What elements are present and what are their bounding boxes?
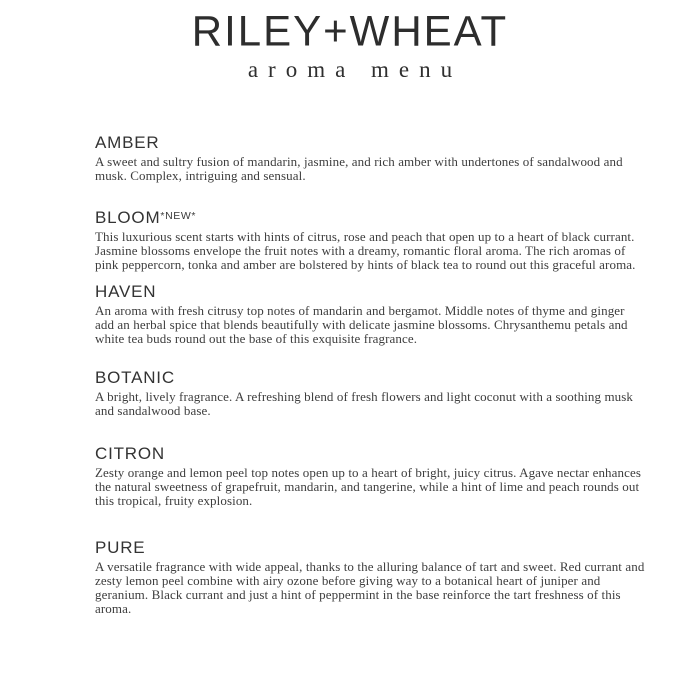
- menu-subtitle: aroma menu: [247, 57, 463, 83]
- aroma-name: BOTANIC: [95, 368, 175, 388]
- menu-header: [0, 0, 700, 83]
- aroma-description: A bright, lively fragrance. A refreshing blend of fresh flowers and light coconut with a soothing musk and sandalwood base.: [95, 389, 634, 419]
- new-badge: *NEW*: [160, 210, 197, 223]
- aroma-section: [95, 444, 647, 508]
- aroma-description: This luxurious scent starts with hints of citrus, rose and peach that open up to a heart of black currant. Jasmine blossoms envelope the fruit notes with a dreamy, romantic floral aroma. The rich aromas of pink peppercorn, tonka and amber are bolstered by hints of black tea to round out this graceful aroma.: [95, 229, 636, 273]
- aroma-description: A sweet and sultry fusion of mandarin, jasmine, and rich amber with undertones of sandalwood and musk. Complex, intriguing and sensual.: [95, 154, 623, 184]
- brand-title: RILEY+WHEAT: [191, 6, 509, 55]
- aroma-section: [95, 208, 647, 272]
- aroma-section: [95, 368, 647, 418]
- aroma-section: [95, 282, 647, 346]
- aroma-name: AMBER: [95, 133, 160, 153]
- aroma-section: [95, 133, 647, 183]
- aroma-description: An aroma with fresh citrusy top notes of mandarin and bergamot. Middle notes of thyme and ginger add an herbal spice that blends beautifully with delicate jasmine blossoms. Chrysanthemu petals and white tea buds round out the base of this exquisite fragrance.: [95, 303, 628, 347]
- aroma-section-list: [95, 133, 647, 616]
- aroma-description: Zesty orange and lemon peel top notes open up to a heart of bright, juicy citrus. Agave nectar enhances the natural sweetness of grapefruit, mandarin, and tangerine, while a hint of lime and peach rounds out this tropical, fruity explosion.: [95, 465, 642, 509]
- aroma-description: A versatile fragrance with wide appeal, thanks to the alluring balance of tart and sweet. Red currant and zesty lemon peel combine with airy ozone before giving way to a botanical heart of juniper and geranium. Black currant and just a hint of peppermint in the base reinforce the tart freshness of this aroma.: [95, 559, 645, 617]
- aroma-section: [95, 538, 647, 616]
- aroma-name: BLOOM: [95, 208, 161, 228]
- aroma-name: PURE: [95, 538, 146, 558]
- aroma-name: HAVEN: [95, 282, 157, 302]
- aroma-name: CITRON: [95, 444, 165, 464]
